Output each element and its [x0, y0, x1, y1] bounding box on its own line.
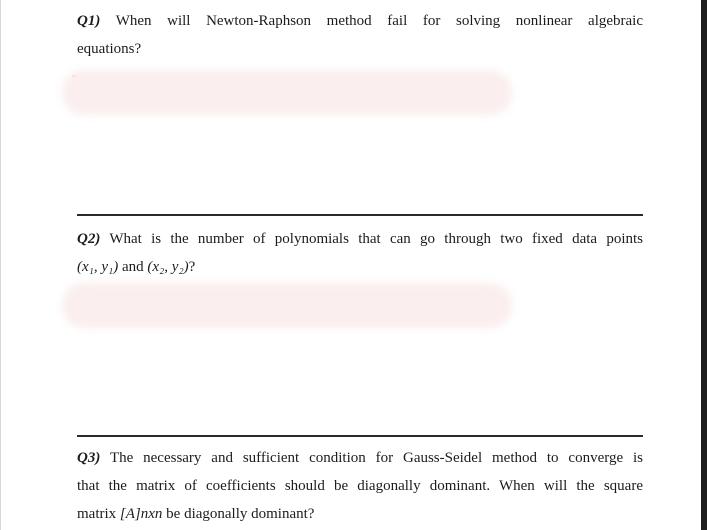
- question-text: What is the number of polynomials that can go through two fixed data points: [109, 231, 643, 247]
- question-mark: ?: [188, 259, 196, 275]
- question-text: equations?: [77, 41, 142, 57]
- question-2: [77, 225, 643, 281]
- question-1: [77, 7, 643, 63]
- question-text: matrix: [77, 506, 117, 522]
- question-text: and: [122, 259, 144, 275]
- math-point-2: (x₂, y₂): [147, 259, 189, 275]
- redacted-answer-area: [62, 283, 512, 328]
- math-point-1: (x₁, y₁): [77, 259, 119, 275]
- question-text: When will Newton-Raphson method fail for solving nonlinear algebraic: [115, 13, 644, 29]
- redacted-answer-area: [62, 70, 512, 115]
- question-number: Q2): [77, 231, 101, 247]
- page-right-edge: [701, 0, 707, 530]
- separator-line: [77, 214, 643, 216]
- question-text: be diagonally dominant?: [166, 506, 315, 522]
- question-number: Q1): [77, 13, 101, 29]
- question-text: The necessary and sufficient condition for Gauss-Seidel method to converge is: [109, 450, 643, 466]
- separator-line: [77, 435, 643, 437]
- math-matrix: [A]nxn: [119, 506, 163, 522]
- question-text: that the matrix of coefficients should be diagonally dominant. When will the square: [77, 478, 643, 494]
- question-3: [77, 444, 643, 528]
- question-number: Q3): [77, 450, 101, 466]
- page-left-edge: [0, 0, 1, 530]
